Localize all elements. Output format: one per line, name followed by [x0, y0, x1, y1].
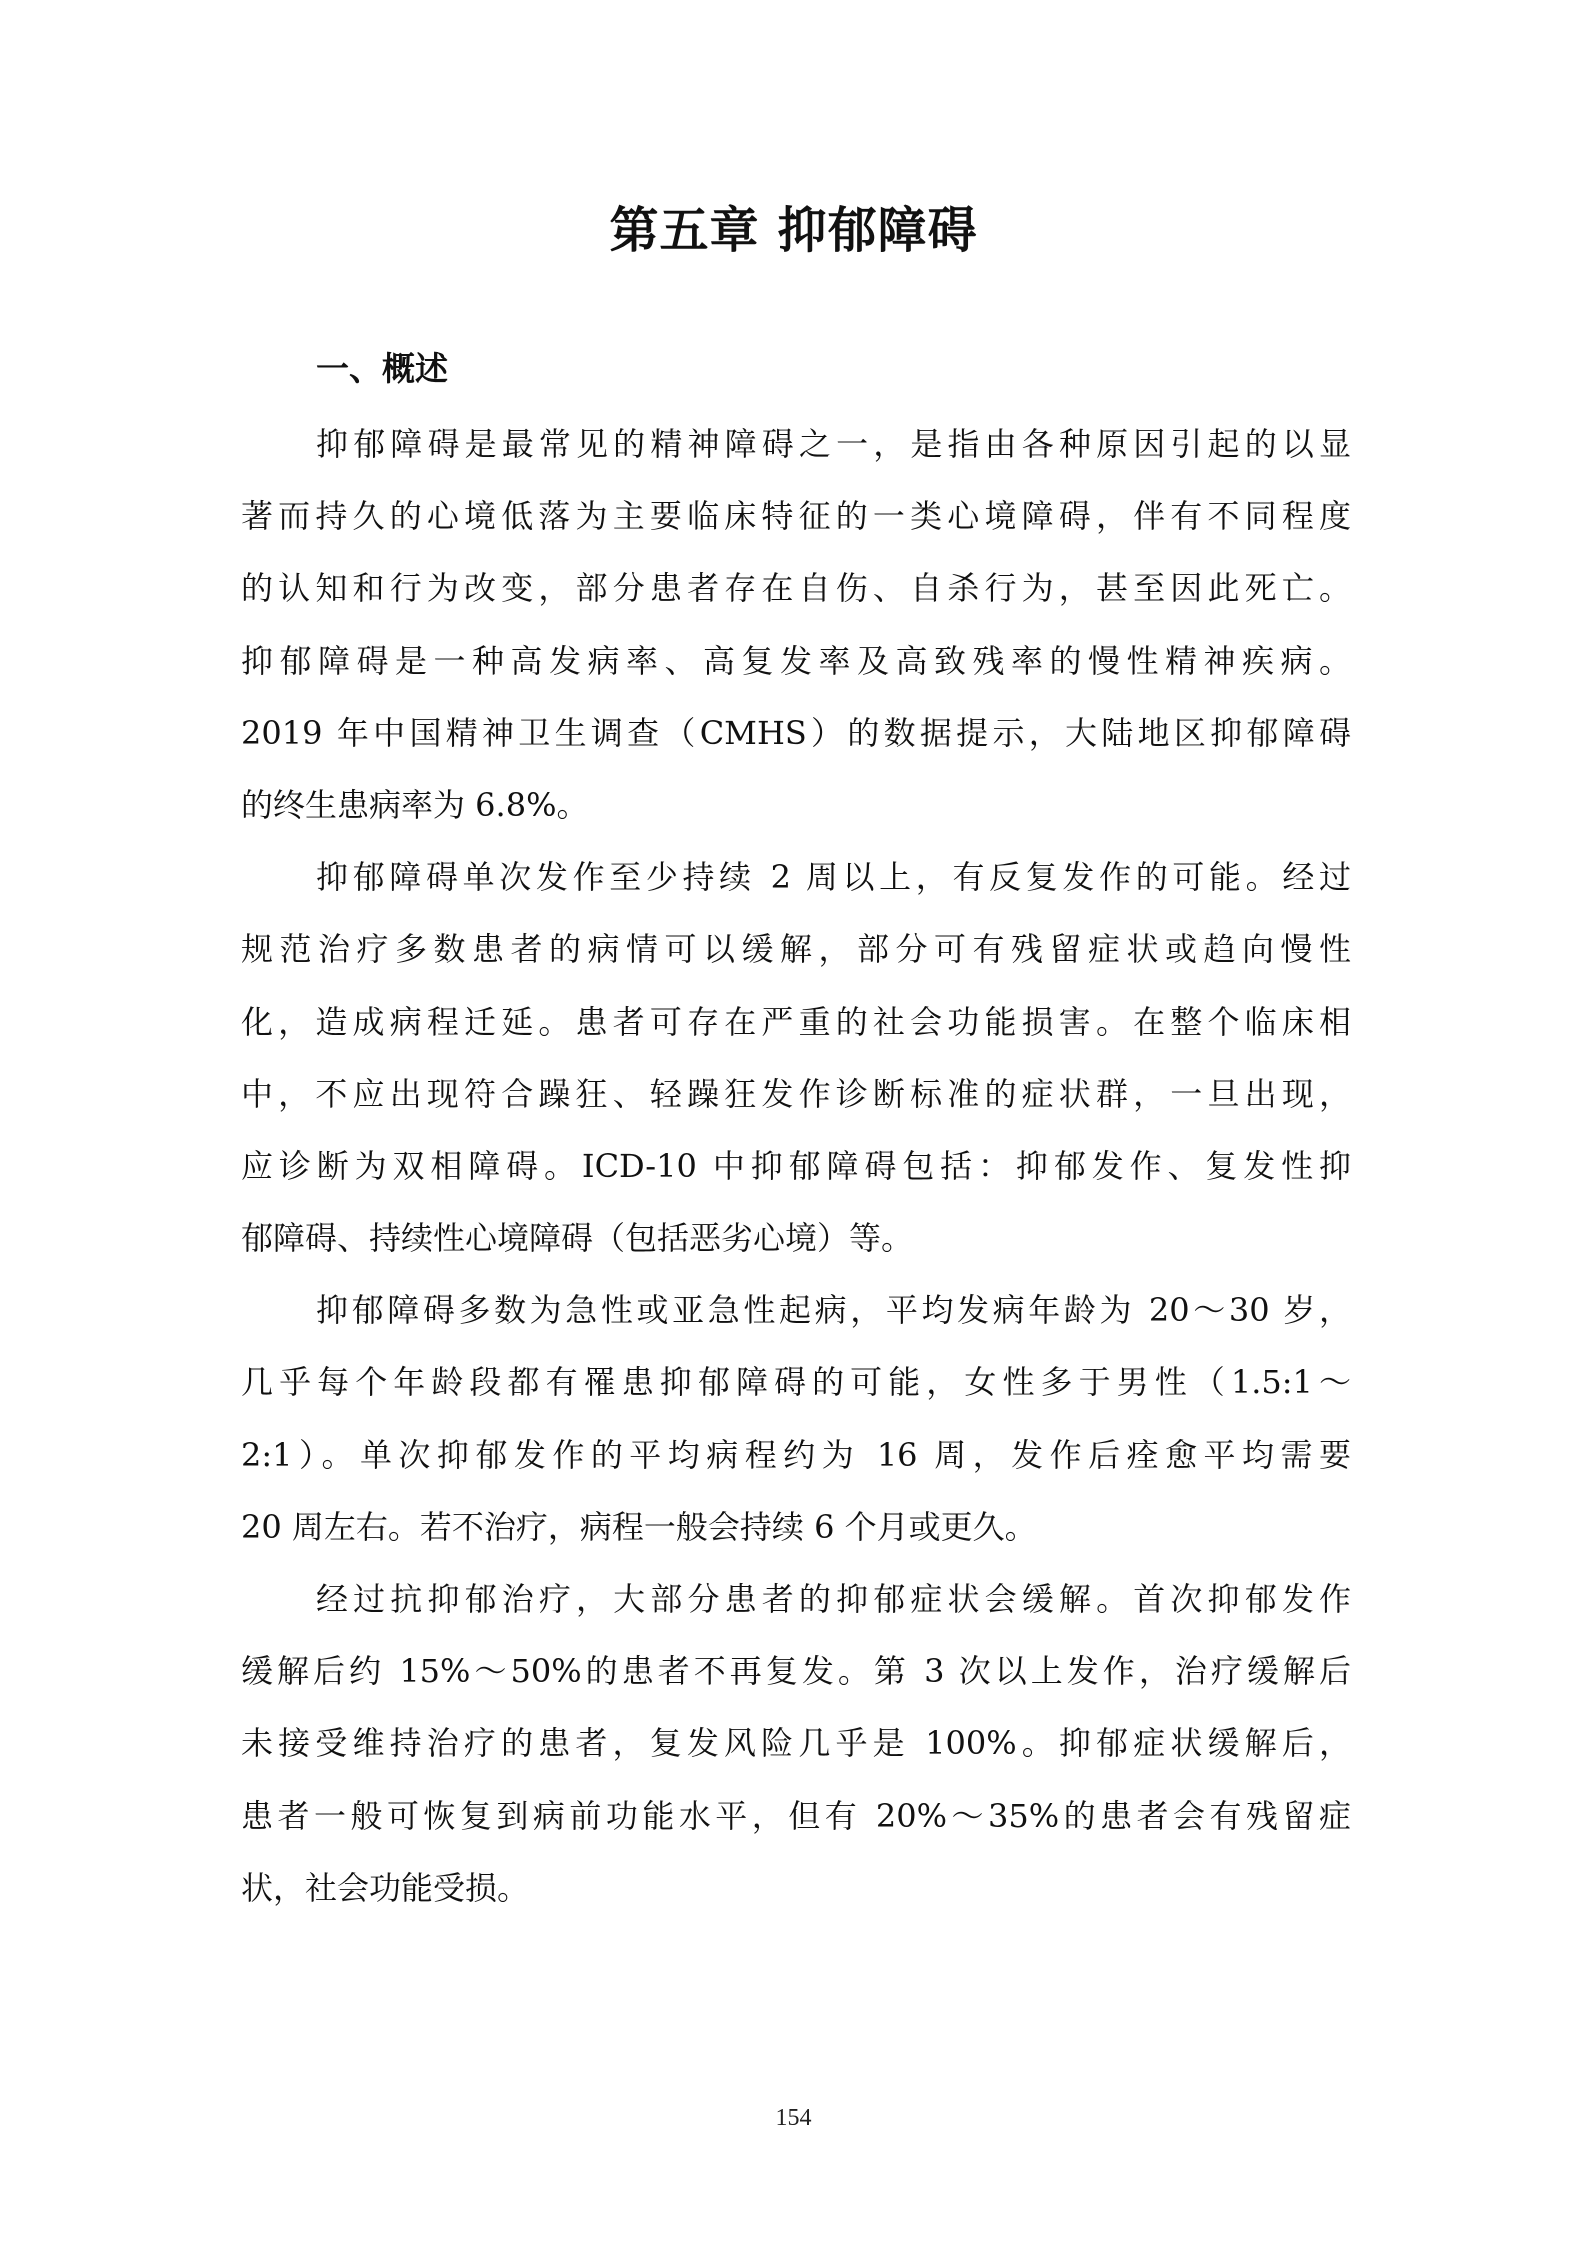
- chapter-title: 第五章 抑郁障碍: [609, 202, 978, 259]
- paragraph-line: 抑郁障碍多数为急性或亚急性起病，平均发病年龄为 20～30 岁，: [316, 1291, 1351, 1330]
- paragraph-line: 中，不应出现符合躁狂、轻躁狂发作诊断标准的症状群，一旦出现，: [241, 1074, 1351, 1113]
- paragraph-line: 抑郁障碍是一种高发病率、高复发率及高致残率的慢性精神疾病。: [241, 641, 1351, 680]
- paragraph-line: 规范治疗多数患者的病情可以缓解，部分可有残留症状或趋向慢性: [241, 930, 1351, 969]
- paragraph-line: 应诊断为双相障碍。ICD-10 中抑郁障碍包括：抑郁发作、复发性抑: [241, 1146, 1351, 1185]
- paragraph-line: 几乎每个年龄段都有罹患抑郁障碍的可能，女性多于男性（1.5:1～: [241, 1363, 1351, 1402]
- paragraph-line: 未接受维持治疗的患者，复发风险几乎是 100%。抑郁症状缓解后，: [241, 1724, 1351, 1763]
- paragraph-line: 抑郁障碍单次发作至少持续 2 周以上，有反复发作的可能。经过: [316, 858, 1351, 897]
- paragraph-line: 的终生患病率为 6.8%。: [241, 785, 589, 824]
- paragraph-line: 的认知和行为改变，部分患者存在自伤、自杀行为，甚至因此死亡。: [241, 569, 1351, 608]
- page-number: 154: [775, 2105, 812, 2131]
- paragraph-line: 20 周左右。若不治疗，病程一般会持续 6 个月或更久。: [241, 1507, 1037, 1546]
- body-text: [241, 408, 1351, 1924]
- paragraph-line: 患者一般可恢复到病前功能水平，但有 20%～35%的患者会有残留症: [241, 1796, 1351, 1835]
- paragraph-line: 著而持久的心境低落为主要临床特征的一类心境障碍，伴有不同程度: [241, 497, 1351, 536]
- paragraph-line: 缓解后约 15%～50%的患者不再复发。第 3 次以上发作，治疗缓解后: [241, 1652, 1351, 1691]
- paragraph-line: 郁障碍、持续性心境障碍（包括恶劣心境）等。: [241, 1219, 914, 1258]
- paragraph-4: [241, 1563, 1351, 1924]
- paragraph-line: 抑郁障碍是最常见的精神障碍之一，是指由各种原因引起的以显: [316, 425, 1351, 463]
- paragraph-line: 2019 年中国精神卫生调查（CMHS）的数据提示，大陆地区抑郁障碍: [241, 713, 1351, 752]
- paragraph-line: 化，造成病程迁延。患者可存在严重的社会功能损害。在整个临床相: [241, 1002, 1351, 1041]
- paragraph-line: 经过抗抑郁治疗，大部分患者的抑郁症状会缓解。首次抑郁发作: [316, 1580, 1351, 1618]
- paragraph-2: [241, 841, 1351, 1274]
- paragraph-line: 2:1）。单次抑郁发作的平均病程约为 16 周，发作后痊愈平均需要: [241, 1435, 1351, 1474]
- paragraph-3: [241, 1274, 1351, 1563]
- paragraph-1: [241, 408, 1351, 841]
- paragraph-line: 状，社会功能受损。: [241, 1868, 530, 1907]
- section-heading: 一、概述: [316, 349, 448, 388]
